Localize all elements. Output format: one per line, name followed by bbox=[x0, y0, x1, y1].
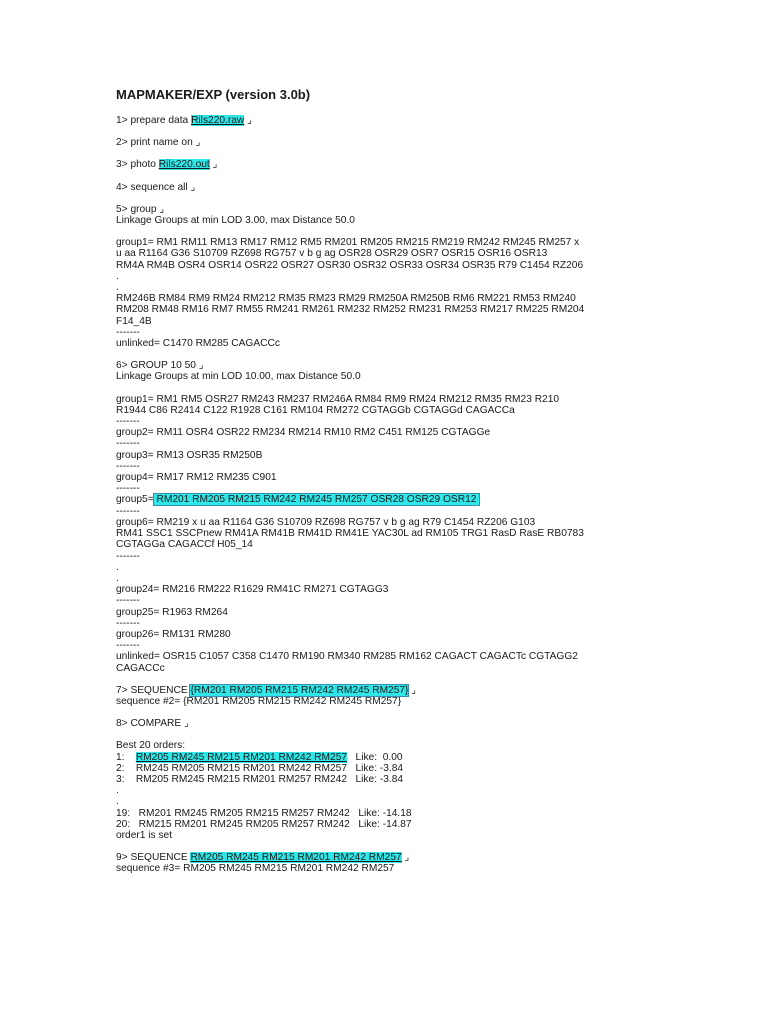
log-text: 2> print name on ⌟ bbox=[116, 137, 201, 149]
log-line bbox=[116, 863, 716, 874]
log-line bbox=[116, 494, 716, 505]
log-text: group24= RM216 RM222 R1629 RM41C RM271 CGTAGG3 bbox=[116, 584, 389, 596]
log-text: sequence #2= {RM201 RM205 RM215 RM242 RM245 RM257} bbox=[116, 695, 402, 707]
log-line bbox=[116, 819, 716, 830]
highlighted-text: {RM201 RM205 RM215 RM242 RM245 RM257} bbox=[190, 684, 409, 696]
log-text: ------- bbox=[116, 617, 140, 629]
blank-line bbox=[116, 674, 716, 685]
log-text: 7> SEQUENCE bbox=[116, 684, 191, 696]
log-line bbox=[116, 573, 716, 584]
log-line bbox=[116, 360, 716, 371]
highlighted-text: RM205 RM245 RM215 RM201 RM242 RM257 bbox=[190, 852, 402, 864]
log-line bbox=[116, 394, 716, 405]
log-text: 9> SEQUENCE bbox=[116, 852, 191, 864]
log-text: CAGACCc bbox=[116, 662, 165, 674]
log-text: 3: RM205 RM245 RM215 RM201 RM257 RM242 Like: -3.84 bbox=[116, 773, 404, 785]
log-text: Like: 0.00 bbox=[347, 751, 403, 763]
log-line bbox=[116, 640, 716, 651]
log-line bbox=[116, 182, 716, 193]
log-line bbox=[116, 852, 716, 863]
log-line bbox=[116, 438, 716, 449]
log-line bbox=[116, 316, 716, 327]
log-line bbox=[116, 159, 716, 170]
blank-line bbox=[116, 171, 716, 182]
log-text: 2: RM245 RM205 RM215 RM201 RM242 RM257 Like: -3.84 bbox=[116, 762, 404, 774]
log-line bbox=[116, 785, 716, 796]
log-text: . bbox=[116, 270, 119, 282]
log-line bbox=[116, 338, 716, 349]
log-text: 20: RM215 RM201 RM245 RM205 RM257 RM242 Like: -14.87 bbox=[116, 818, 412, 830]
log-text: ------- bbox=[116, 438, 140, 450]
log-line bbox=[116, 539, 716, 550]
log-text: order1 is set bbox=[116, 829, 173, 841]
log-text: group26= RM131 RM280 bbox=[116, 628, 231, 640]
log-line bbox=[116, 562, 716, 573]
log-text: ⌟ bbox=[209, 159, 218, 171]
log-line bbox=[116, 204, 716, 215]
blank-line bbox=[116, 148, 716, 159]
log-line bbox=[116, 551, 716, 562]
log-text: ------- bbox=[116, 460, 140, 472]
log-line bbox=[116, 774, 716, 785]
log-line bbox=[116, 237, 716, 248]
log-line bbox=[116, 763, 716, 774]
log-line bbox=[116, 371, 716, 382]
log-text: . bbox=[116, 796, 119, 808]
log-text: RM208 RM48 RM16 RM7 RM55 RM241 RM261 RM232 RM252 RM231 RM253 RM217 RM225 RM204 bbox=[116, 304, 585, 316]
log-line bbox=[116, 528, 716, 539]
log-text: . bbox=[116, 282, 119, 294]
document-title: MAPMAKER/EXP (version 3.0b) bbox=[116, 87, 311, 102]
log-line bbox=[116, 740, 716, 751]
log-text: unlinked= C1470 RM285 CAGACCc bbox=[116, 338, 280, 350]
log-text: ------- bbox=[116, 640, 140, 652]
log-text: unlinked= OSR15 C1057 C358 C1470 RM190 RM340 RM285 RM162 CAGACT CAGACTc CGTAGG2 bbox=[116, 651, 578, 663]
log-line bbox=[116, 595, 716, 606]
log-line bbox=[116, 752, 716, 763]
log-line bbox=[116, 327, 716, 338]
log-line bbox=[116, 629, 716, 640]
log-text: Linkage Groups at min LOD 10.00, max Distance 50.0 bbox=[116, 371, 361, 383]
log-line bbox=[116, 663, 716, 674]
log-text: 1> prepare data bbox=[116, 115, 192, 126]
log-text: ⌟ bbox=[408, 684, 417, 696]
log-line bbox=[116, 607, 716, 618]
blank-line bbox=[116, 841, 716, 852]
log-text: RM41 SSC1 SSCPnew RM41A RM41B RM41D RM41E YAC30L ad RM105 TRG1 RasD RasE RB0783 bbox=[116, 528, 584, 540]
log-line bbox=[116, 651, 716, 662]
blank-line bbox=[116, 126, 716, 137]
log-line bbox=[116, 282, 716, 293]
log-text: group6= RM219 x u aa R1164 G36 S10709 RZ698 RG757 v b g ag R79 C1454 RZ206 G103 bbox=[116, 516, 536, 528]
log-text: group4= RM17 RM12 RM235 C901 bbox=[116, 472, 277, 484]
log-line bbox=[116, 584, 716, 595]
log-line bbox=[116, 450, 716, 461]
log-line bbox=[116, 416, 716, 427]
log-line bbox=[116, 796, 716, 807]
log-text: Linkage Groups at min LOD 3.00, max Distance 50.0 bbox=[116, 215, 355, 227]
log-text: group5= bbox=[116, 494, 154, 506]
blank-line bbox=[116, 193, 716, 204]
log-text: ------- bbox=[116, 326, 140, 338]
log-line bbox=[116, 137, 716, 148]
log-text: F14_4B bbox=[116, 315, 152, 327]
log-line bbox=[116, 215, 716, 226]
log-line bbox=[116, 248, 716, 259]
log-text: . bbox=[116, 561, 119, 573]
log-line bbox=[116, 685, 716, 696]
log-text: RM246B RM84 RM9 RM24 RM212 RM35 RM23 RM29 RM250A RM250B RM6 RM221 RM53 RM240 bbox=[116, 293, 576, 305]
log-text: u aa R1164 G36 S10709 RZ698 RG757 v b g ag OSR28 OSR29 OSR7 OSR15 OSR16 OSR13 bbox=[116, 248, 548, 260]
log-text: ------- bbox=[116, 550, 140, 562]
log-text: group1= RM1 RM11 RM13 RM17 RM12 RM5 RM201 RM205 RM215 RM219 RM242 RM245 RM257 x bbox=[116, 237, 580, 249]
blank-line bbox=[116, 729, 716, 740]
log-line bbox=[116, 293, 716, 304]
log-line bbox=[116, 271, 716, 282]
log-line bbox=[116, 483, 716, 494]
highlighted-text: RM205 RM245 RM215 RM201 RM242 RM257 bbox=[135, 751, 348, 763]
log-text: ------- bbox=[116, 416, 140, 428]
log-line bbox=[116, 115, 716, 126]
log-text: ⌟ bbox=[401, 852, 410, 864]
log-text: 1: bbox=[116, 751, 136, 763]
blank-line bbox=[116, 226, 716, 237]
log-line bbox=[116, 618, 716, 629]
log-text: group3= RM13 OSR35 RM250B bbox=[116, 449, 263, 461]
log-line bbox=[116, 830, 716, 841]
log-text: ⌟ bbox=[244, 115, 252, 126]
log-text: . bbox=[116, 572, 119, 584]
session-log bbox=[116, 115, 716, 875]
log-text: 4> sequence all ⌟ bbox=[116, 181, 196, 193]
log-line bbox=[116, 405, 716, 416]
log-line bbox=[116, 506, 716, 517]
log-text: 6> GROUP 10 50 ⌟ bbox=[116, 360, 204, 372]
highlighted-text: Rils220.out bbox=[158, 159, 210, 171]
highlighted-text: Rils220.raw bbox=[191, 115, 245, 126]
log-line bbox=[116, 304, 716, 315]
blank-line bbox=[116, 707, 716, 718]
log-text: 19: RM201 RM245 RM205 RM215 RM257 RM242 Like: -14.18 bbox=[116, 807, 412, 819]
blank-line bbox=[116, 349, 716, 360]
highlighted-text: RM201 RM205 RM215 RM242 RM245 RM257 OSR28 OSR29 OSR12 bbox=[153, 494, 480, 506]
log-text: 5> group ⌟ bbox=[116, 203, 165, 215]
log-line bbox=[116, 461, 716, 472]
log-text: R1944 C86 R2414 C122 R1928 C161 RM104 RM272 CGTAGGb CGTAGGd CAGACCa bbox=[116, 404, 515, 416]
log-line bbox=[116, 808, 716, 819]
log-text: ------- bbox=[116, 483, 140, 495]
log-line bbox=[116, 696, 716, 707]
log-text: 3> photo bbox=[116, 159, 159, 171]
log-text: RM4A RM4B OSR4 OSR14 OSR22 OSR27 OSR30 OSR32 OSR33 OSR34 OSR35 R79 C1454 RZ206 bbox=[116, 259, 584, 271]
log-line bbox=[116, 517, 716, 528]
log-text: . bbox=[116, 785, 119, 797]
log-line bbox=[116, 718, 716, 729]
log-text: sequence #3= RM205 RM245 RM215 RM201 RM242 RM257 bbox=[116, 863, 395, 875]
log-text: Best 20 orders: bbox=[116, 740, 186, 752]
log-text: group1= RM1 RM5 OSR27 RM243 RM237 RM246A RM84 RM9 RM24 RM212 RM35 RM23 R210 bbox=[116, 393, 560, 405]
log-text: group2= RM11 OSR4 OSR22 RM234 RM214 RM10 RM2 C451 RM125 CGTAGGe bbox=[116, 427, 491, 439]
log-text: CGTAGGa CAGACCf H05_14 bbox=[116, 539, 253, 551]
log-text: ------- bbox=[116, 505, 140, 517]
log-text: ------- bbox=[116, 595, 140, 607]
log-text: 8> COMPARE ⌟ bbox=[116, 718, 189, 730]
log-line bbox=[116, 472, 716, 483]
log-line bbox=[116, 260, 716, 271]
log-text: group25= R1963 RM264 bbox=[116, 606, 228, 618]
log-line bbox=[116, 427, 716, 438]
blank-line bbox=[116, 383, 716, 394]
